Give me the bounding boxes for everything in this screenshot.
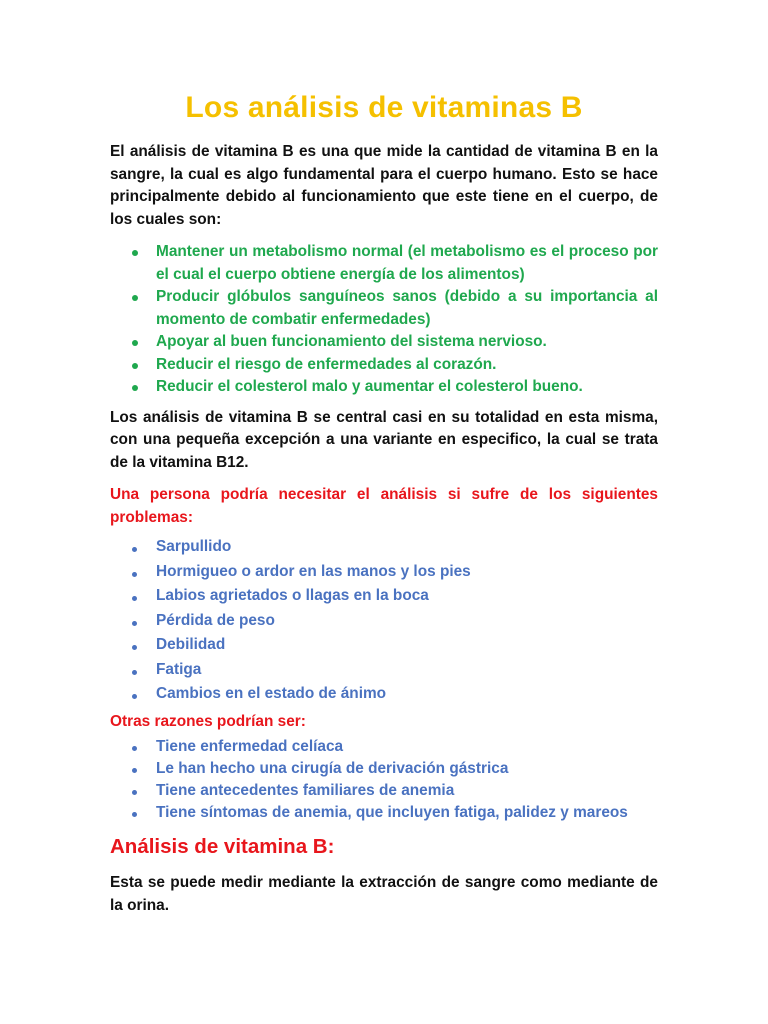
bullet-icon	[132, 572, 137, 577]
list-item	[110, 535, 658, 560]
list-item-text: Le han hecho una cirugía de derivación gástrica	[156, 760, 509, 777]
list-item-text: Reducir el colesterol malo y aumentar el colesterol bueno.	[156, 378, 583, 395]
list-item	[110, 658, 658, 683]
list-item-text: Debilidad	[156, 636, 226, 653]
bullet-icon	[132, 363, 138, 369]
list-item-text: Tiene síntomas de anemia, que incluyen fatiga, palidez y mareos	[156, 804, 628, 821]
symptoms-list	[110, 535, 658, 707]
bullet-icon	[132, 670, 137, 675]
list-item	[110, 682, 658, 707]
list-item	[110, 560, 658, 585]
bullet-icon	[132, 790, 137, 795]
bullet-icon	[132, 746, 137, 751]
b12-paragraph: Los análisis de vitamina B se central casi en su totalidad en esta misma, con una pequeña excepción a una variante en especifico, la cual se trata de la vitamina B12.	[110, 408, 658, 471]
list-item-text: Sarpullido	[156, 538, 232, 555]
bullet-icon	[132, 385, 138, 391]
list-item	[110, 286, 658, 331]
list-item	[110, 633, 658, 658]
list-item-text: Fatiga	[156, 660, 202, 678]
bullet-icon	[132, 621, 137, 626]
list-item-text: Apoyar al buen funcionamiento del sistema nervioso.	[156, 333, 547, 350]
list-item	[110, 584, 658, 609]
bullet-icon	[132, 547, 137, 552]
list-item	[110, 354, 658, 377]
document-title: Los análisis de vitaminas B	[185, 91, 583, 124]
list-item-text: Hormigueo o ardor en las manos y los pies	[156, 562, 471, 580]
list-item-text: Producir glóbulos sanguíneos sanos (debido a su importancia al momento de combatir enfermedades)	[156, 288, 658, 328]
bullet-icon	[132, 694, 137, 699]
bullet-icon	[132, 250, 138, 256]
other-reasons-list	[110, 736, 658, 824]
list-item	[110, 331, 658, 354]
section-heading: Análisis de vitamina B:	[110, 835, 335, 858]
list-item	[110, 241, 658, 286]
problems-intro: Una persona podría necesitar el análisis si sufre de los siguientes problemas:	[110, 486, 658, 526]
bullet-icon	[132, 812, 137, 817]
list-item-text: Labios agrietados o llagas en la boca	[156, 587, 429, 604]
bullet-icon	[132, 645, 137, 650]
list-item	[110, 780, 658, 802]
bullet-icon	[132, 768, 137, 773]
list-item-text: Cambios en el estado de ánimo	[156, 685, 387, 702]
list-item-text: Reducir el riesgo de enfermedades al corazón.	[156, 355, 497, 373]
list-item-text: Pérdida de peso	[156, 611, 275, 629]
list-item	[110, 609, 658, 634]
bullet-icon	[132, 340, 138, 346]
list-item-text: Tiene antecedentes familiares de anemia	[156, 782, 455, 799]
functions-list	[110, 241, 658, 399]
intro-paragraph: El análisis de vitamina B es una que mide la cantidad de vitamina B en la sangre, la cual es algo fundamental para el cuerpo humano. Esto se hace principalmente debido al funcionamiento que este tiene en el cuerpo, de los cuales son:	[110, 143, 658, 228]
list-item	[110, 758, 658, 780]
list-item	[110, 376, 658, 399]
document-page	[110, 88, 658, 917]
list-item-text: Tiene enfermedad celíaca	[156, 738, 344, 755]
bullet-icon	[132, 596, 137, 601]
other-reasons-label: Otras razones podrían ser:	[110, 712, 306, 730]
measurement-paragraph: Esta se puede medir mediante la extracción de sangre como mediante de la orina.	[110, 874, 658, 914]
list-item	[110, 736, 658, 758]
bullet-icon	[132, 295, 138, 301]
list-item	[110, 802, 658, 824]
list-item-text: Mantener un metabolismo normal (el metabolismo es el proceso por el cual el cuerpo obtiene energía de los alimentos)	[156, 243, 658, 283]
